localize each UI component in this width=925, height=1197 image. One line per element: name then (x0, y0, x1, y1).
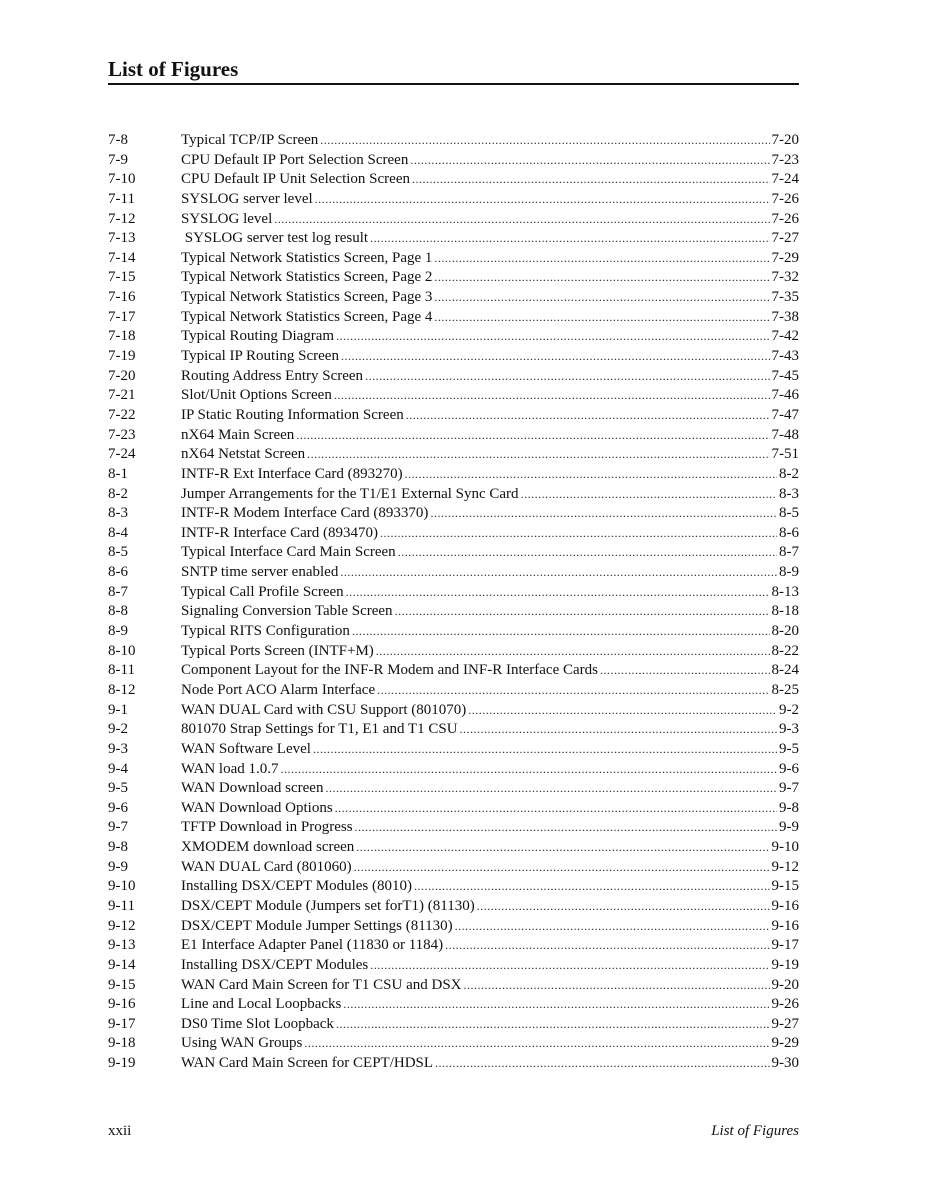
figure-page: 9-16 (771, 917, 799, 934)
figure-entry (108, 622, 799, 642)
figure-number: 7-13 (108, 230, 136, 247)
figure-title: WAN Card Main Screen for CEPT/HDSL (181, 1055, 434, 1072)
figure-page: 7-20 (771, 132, 799, 148)
dot-leader (412, 170, 770, 190)
figure-page: 7-35 (771, 289, 799, 306)
figure-title: CPU Default IP Port Selection Screen (181, 151, 409, 168)
figure-page: 8-5 (779, 505, 799, 522)
figure-number: 9-16 (108, 996, 136, 1013)
figure-page: 8-22 (771, 642, 799, 659)
figure-entry (108, 642, 799, 662)
figure-entry (108, 210, 799, 230)
figure-page: 9-6 (779, 760, 799, 777)
figure-title: WAN Download Options (181, 799, 333, 816)
figure-number: 7-9 (108, 151, 128, 168)
figure-title: Typical IP Routing Screen (181, 348, 339, 365)
figure-page: 7-23 (771, 151, 799, 168)
dot-leader (380, 524, 777, 544)
figure-page: 9-7 (779, 780, 799, 797)
figure-title: Routing Address Entry Screen (181, 367, 364, 384)
figure-number: 7-21 (108, 387, 136, 404)
figure-number: 8-9 (108, 623, 128, 640)
figure-page: 9-12 (771, 858, 799, 875)
figure-title: SYSLOG server test log result (181, 230, 369, 247)
figure-number: 7-16 (108, 289, 136, 306)
figure-page: 8-7 (779, 544, 799, 561)
figure-title: Installing DSX/CEPT Modules (181, 956, 369, 973)
figure-title: Using WAN Groups (181, 1035, 303, 1052)
dot-leader (334, 386, 770, 406)
figure-title: DSX/CEPT Module (Jumpers set forT1) (81130) (181, 897, 475, 914)
figure-entry (108, 760, 799, 780)
figure-number: 7-10 (108, 171, 136, 188)
figure-number: 9-19 (108, 1055, 136, 1072)
figure-entry (108, 1054, 799, 1074)
figure-title: INTF-R Interface Card (893470) (181, 524, 379, 541)
figure-entry (108, 386, 799, 406)
figure-entry (108, 131, 799, 151)
dot-leader (336, 1015, 770, 1035)
figure-number: 7-19 (108, 348, 136, 365)
figure-number: 9-3 (108, 740, 128, 757)
figure-title: INTF-R Ext Interface Card (893270) (181, 465, 403, 482)
figure-number: 9-9 (108, 858, 128, 875)
dot-leader (320, 131, 769, 151)
dot-leader (346, 583, 770, 603)
figure-entry (108, 818, 799, 838)
figure-entry (108, 524, 799, 544)
figure-number: 7-17 (108, 308, 136, 325)
figure-entry (108, 936, 799, 956)
dot-leader (315, 190, 770, 210)
figure-number: 8-1 (108, 465, 128, 482)
figure-page: 9-27 (771, 1015, 799, 1032)
dot-leader (340, 563, 777, 583)
figure-page: 8-18 (771, 603, 799, 620)
dot-leader (600, 661, 770, 681)
figure-title: SNTP time server enabled (181, 564, 339, 581)
figure-page: 9-29 (771, 1035, 799, 1052)
figure-page: 8-13 (771, 583, 799, 600)
figure-page: 8-3 (779, 485, 799, 502)
footer-page-number: xxii (108, 1123, 132, 1139)
figure-title: Typical Call Profile Screen (181, 583, 344, 600)
figure-page: 9-15 (771, 878, 799, 895)
figure-entry (108, 877, 799, 897)
figure-number: 9-17 (108, 1015, 136, 1032)
figure-number: 8-4 (108, 524, 128, 541)
figure-number: 7-18 (108, 328, 136, 345)
figure-number: 7-20 (108, 367, 136, 384)
figure-page: 9-17 (771, 937, 799, 954)
dot-leader (307, 445, 769, 465)
figure-page: 7-47 (771, 406, 799, 423)
figure-title: XMODEM download screen (181, 839, 355, 856)
dot-leader (304, 1034, 769, 1054)
figure-number: 9-7 (108, 819, 128, 836)
figure-number: 8-5 (108, 544, 128, 561)
dot-leader (313, 740, 777, 760)
figure-number: 9-4 (108, 760, 128, 777)
figure-title: Component Layout for the INF-R Modem and INF-R Interface Cards (181, 662, 598, 679)
figure-title: DSX/CEPT Module Jumper Settings (81130) (181, 917, 453, 934)
figure-number: 8-2 (108, 485, 128, 502)
figure-title: Node Port ACO Alarm Interface (181, 681, 376, 698)
figure-number: 7-23 (108, 426, 136, 443)
dot-leader (355, 818, 777, 838)
dot-leader (406, 406, 770, 426)
figure-title: IP Static Routing Information Screen (181, 406, 404, 423)
figure-number: 9-8 (108, 839, 128, 856)
figure-page: 7-45 (771, 367, 799, 384)
figure-title: DS0 Time Slot Loopback (181, 1015, 334, 1032)
figure-entry (108, 897, 799, 917)
figure-number: 8-6 (108, 564, 128, 581)
dot-leader (335, 799, 777, 819)
figure-title: 801070 Strap Settings for T1, E1 and T1 CSU (181, 721, 458, 738)
figure-number: 8-11 (108, 662, 135, 679)
figure-number: 7-22 (108, 406, 136, 423)
figure-title: Typical Interface Card Main Screen (181, 544, 396, 561)
figure-number: 8-12 (108, 681, 136, 698)
dot-leader (521, 485, 777, 505)
figure-title: Typical Network Statistics Screen, Page 3 (181, 289, 433, 306)
figure-page: 9-26 (771, 996, 799, 1013)
figure-page: 7-46 (771, 387, 799, 404)
figure-page: 9-10 (771, 839, 799, 856)
figure-title: Jumper Arrangements for the T1/E1 External Sync Card (181, 485, 519, 502)
dot-leader (477, 897, 770, 917)
figure-number: 8-3 (108, 505, 128, 522)
figure-entry (108, 288, 799, 308)
figure-entry (108, 838, 799, 858)
figure-page: 7-26 (771, 210, 799, 227)
figure-page: 9-30 (771, 1055, 799, 1072)
dot-leader (398, 543, 777, 563)
dot-leader (410, 151, 769, 171)
figure-page: 9-20 (771, 976, 799, 993)
dot-leader (464, 976, 770, 996)
figure-page: 8-24 (771, 662, 799, 679)
figure-entry (108, 465, 799, 485)
figure-page: 7-29 (771, 249, 799, 266)
dot-leader (281, 760, 778, 780)
figure-entry (108, 543, 799, 563)
figure-list (108, 131, 799, 1074)
figure-page: 7-27 (771, 230, 799, 247)
figure-entry (108, 583, 799, 603)
figure-title: Installing DSX/CEPT Modules (8010) (181, 878, 412, 895)
figure-entry (108, 308, 799, 328)
figure-entry (108, 367, 799, 387)
figure-title: CPU Default IP Unit Selection Screen (181, 171, 410, 188)
figure-title: Typical TCP/IP Screen (181, 132, 319, 148)
figure-title: WAN Card Main Screen for T1 CSU and DSX (181, 976, 462, 993)
figure-page: 7-32 (771, 269, 799, 286)
figure-entry (108, 229, 799, 249)
figure-number: 7-14 (108, 249, 136, 266)
figure-page: 7-24 (771, 171, 799, 188)
figure-number: 7-8 (108, 132, 128, 148)
figure-page: 7-42 (771, 328, 799, 345)
figure-number: 9-12 (108, 917, 136, 934)
dot-leader (377, 681, 769, 701)
figure-title: Signaling Conversion Table Screen (181, 603, 393, 620)
figure-entry (108, 681, 799, 701)
figure-number: 9-14 (108, 956, 136, 973)
dot-leader (414, 877, 770, 897)
figure-page: 9-16 (771, 897, 799, 914)
footer-section-title: List of Figures (711, 1123, 799, 1139)
dot-leader (376, 642, 770, 662)
figure-entry (108, 426, 799, 446)
figure-number: 9-15 (108, 976, 136, 993)
figure-number: 9-10 (108, 878, 136, 895)
figure-entry (108, 563, 799, 583)
dot-leader (435, 1054, 769, 1074)
figure-number: 7-15 (108, 269, 136, 286)
dot-leader (405, 465, 777, 485)
figure-page: 7-43 (771, 348, 799, 365)
figure-entry (108, 190, 799, 210)
figure-entry (108, 956, 799, 976)
figure-title: SYSLOG server level (181, 190, 313, 207)
figure-number: 7-11 (108, 190, 135, 207)
figure-page: 9-19 (771, 956, 799, 973)
figure-number: 8-7 (108, 583, 128, 600)
figure-title: E1 Interface Adapter Panel (11830 or 1184) (181, 937, 444, 954)
figure-page: 8-2 (779, 465, 799, 482)
dot-leader (455, 917, 770, 937)
figure-page: 7-38 (771, 308, 799, 325)
figure-title: WAN DUAL Card (801060) (181, 858, 352, 875)
figure-page: 7-26 (771, 190, 799, 207)
dot-leader (341, 347, 770, 367)
figure-number: 9-18 (108, 1035, 136, 1052)
figure-page: 7-51 (771, 446, 799, 463)
figure-title: WAN load 1.0.7 (181, 760, 279, 777)
figure-number: 8-10 (108, 642, 136, 659)
dot-leader (352, 622, 770, 642)
figure-entry (108, 504, 799, 524)
figure-title: nX64 Main Screen (181, 426, 295, 443)
figure-title: TFTP Download in Progress (181, 819, 353, 836)
dot-leader (296, 426, 769, 446)
figure-entry (108, 701, 799, 721)
figure-number: 7-24 (108, 446, 136, 463)
dot-leader (434, 288, 769, 308)
dot-leader (434, 268, 769, 288)
figure-entry (108, 1034, 799, 1054)
dot-leader (354, 858, 770, 878)
figure-number: 9-13 (108, 937, 136, 954)
dot-leader (336, 327, 769, 347)
figure-entry (108, 720, 799, 740)
figure-number: 9-1 (108, 701, 128, 718)
figure-entry (108, 917, 799, 937)
figure-entry (108, 661, 799, 681)
figure-page: 8-25 (771, 681, 799, 698)
figure-entry (108, 170, 799, 190)
dot-leader (460, 720, 777, 740)
figure-entry (108, 268, 799, 288)
figure-page: 8-9 (779, 564, 799, 581)
figure-title: INTF-R Modem Interface Card (893370) (181, 505, 429, 522)
figure-title: Typical Ports Screen (INTF+M) (181, 642, 374, 659)
figure-page: 9-9 (779, 819, 799, 836)
dot-leader (365, 367, 769, 387)
figure-number: 9-5 (108, 780, 128, 797)
dot-leader (325, 779, 777, 799)
dot-leader (434, 249, 769, 269)
figure-page: 8-20 (771, 623, 799, 640)
figure-entry (108, 740, 799, 760)
figure-title: Slot/Unit Options Screen (181, 387, 332, 404)
figure-entry (108, 1015, 799, 1035)
figure-entry (108, 779, 799, 799)
figure-page: 9-3 (779, 721, 799, 738)
figure-entry (108, 799, 799, 819)
figure-entry (108, 976, 799, 996)
figure-title: WAN Download screen (181, 780, 324, 797)
figure-title: Typical Network Statistics Screen, Page 1 (181, 249, 433, 266)
title-rule (108, 83, 799, 85)
figure-title: Typical Network Statistics Screen, Page 4 (181, 308, 433, 325)
figure-title: WAN DUAL Card with CSU Support (801070) (181, 701, 467, 718)
figure-number: 9-6 (108, 799, 128, 816)
figure-title: nX64 Netstat Screen (181, 446, 306, 463)
figure-number: 9-2 (108, 721, 128, 738)
dot-leader (370, 229, 769, 249)
figure-entry (108, 327, 799, 347)
dot-leader (356, 838, 769, 858)
figure-title: Typical Network Statistics Screen, Page 2 (181, 269, 433, 286)
figure-page: 8-6 (779, 524, 799, 541)
figure-title: Line and Local Loopbacks (181, 996, 342, 1013)
figure-page: 9-8 (779, 799, 799, 816)
dot-leader (430, 504, 777, 524)
figure-entry (108, 347, 799, 367)
figure-number: 8-8 (108, 603, 128, 620)
figure-title: Typical Routing Diagram (181, 328, 335, 345)
dot-leader (468, 701, 777, 721)
figure-entry (108, 995, 799, 1015)
figure-page: 9-5 (779, 740, 799, 757)
figure-entry (108, 249, 799, 269)
figure-page: 9-2 (779, 701, 799, 718)
dot-leader (434, 308, 769, 328)
figure-number: 7-12 (108, 210, 136, 227)
figure-entry (108, 445, 799, 465)
figure-number: 9-11 (108, 897, 135, 914)
dot-leader (274, 210, 769, 230)
figure-entry (108, 858, 799, 878)
figure-entry (108, 151, 799, 171)
page-title: List of Figures (108, 57, 239, 81)
figure-title: WAN Software Level (181, 740, 311, 757)
figure-entry (108, 406, 799, 426)
figure-entry (108, 485, 799, 505)
dot-leader (395, 602, 770, 622)
figure-title: Typical RITS Configuration (181, 623, 350, 640)
dot-leader (343, 995, 769, 1015)
figure-page: 7-48 (771, 426, 799, 443)
figure-title: SYSLOG level (181, 210, 273, 227)
figure-entry (108, 602, 799, 622)
dot-leader (370, 956, 769, 976)
dot-leader (445, 936, 769, 956)
